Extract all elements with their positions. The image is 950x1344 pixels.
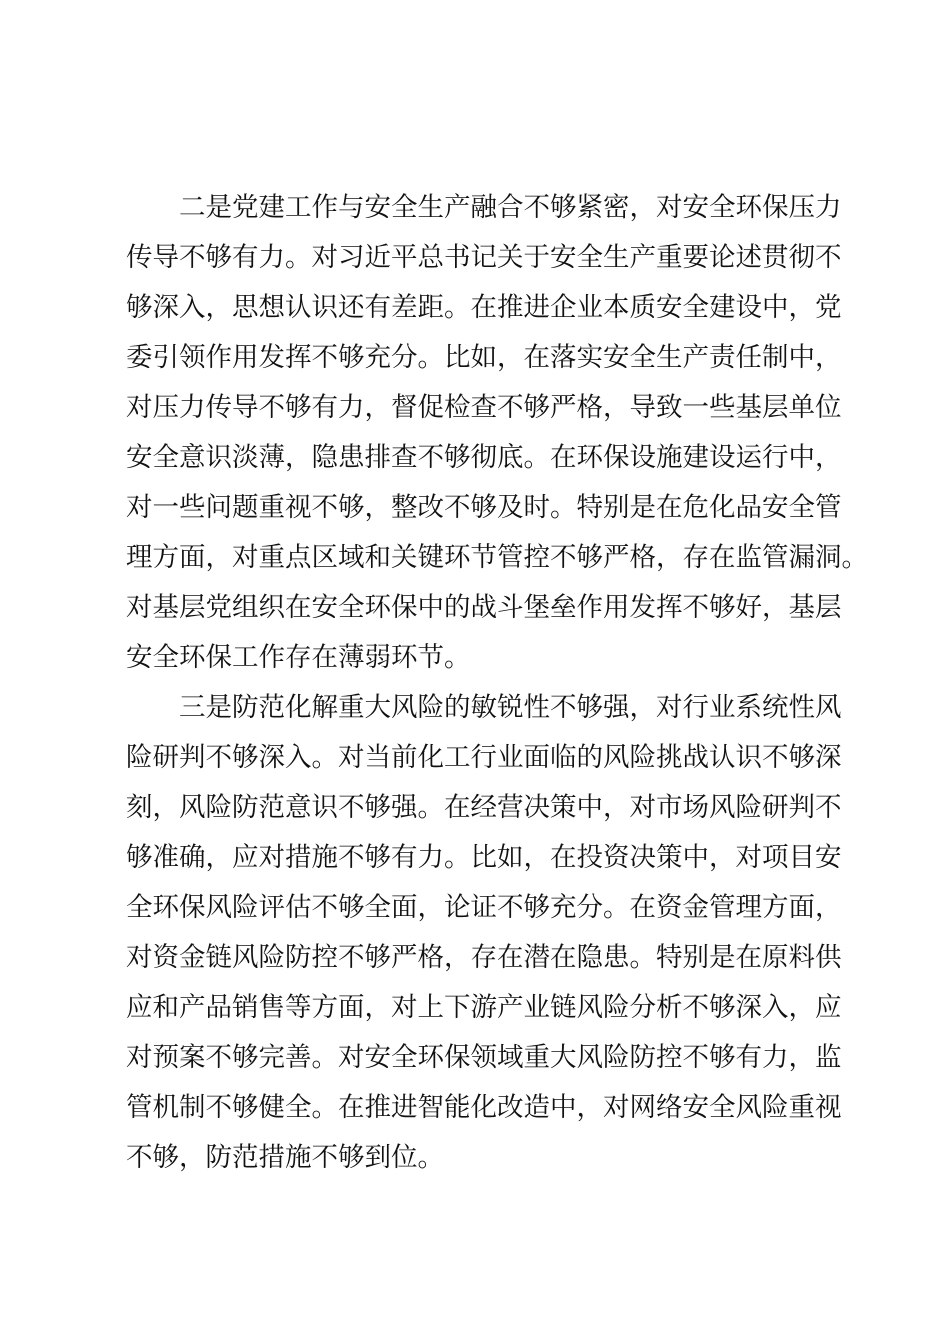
text-line: 够深入，思想认识还有差距。在推进企业本质安全建设中，党 <box>126 292 842 323</box>
text-line: 理方面，对重点区域和关键环节管控不够严格，存在监管漏洞。 <box>126 542 868 573</box>
text-line: 三是防范化解重大风险的敏锐性不够强，对行业系统性风 <box>126 692 842 723</box>
text-line: 刻，风险防范意识不够强。在经营决策中，对市场风险研判不 <box>126 792 842 823</box>
text-line: 安全意识淡薄，隐患排查不够彻底。在环保设施建设运行中， <box>126 442 842 473</box>
paragraph-risk-prevention <box>126 683 842 1183</box>
text-line: 险研判不够深入。对当前化工行业面临的风险挑战认识不够深 <box>126 742 842 773</box>
text-line: 二是党建工作与安全生产融合不够紧密，对安全环保压力 <box>126 192 842 223</box>
text-line: 对基层党组织在安全环保中的战斗堡垒作用发挥不够好，基层 <box>126 592 842 623</box>
text-line: 对压力传导不够有力，督促检查不够严格，导致一些基层单位 <box>126 392 842 423</box>
text-line: 管机制不够健全。在推进智能化改造中，对网络安全风险重视 <box>126 1092 842 1123</box>
text-line: 不够，防范措施不够到位。 <box>126 1142 444 1173</box>
document-body <box>126 183 868 1183</box>
text-line: 全环保风险评估不够全面，论证不够充分。在资金管理方面， <box>126 892 842 923</box>
text-line: 够准确，应对措施不够有力。比如，在投资决策中，对项目安 <box>126 842 842 873</box>
text-line: 委引领作用发挥不够充分。比如，在落实安全生产责任制中， <box>126 342 842 373</box>
paragraph-party-building-safety <box>126 183 868 683</box>
text-line: 对预案不够完善。对安全环保领域重大风险防控不够有力，监 <box>126 1042 842 1073</box>
text-line: 安全环保工作存在薄弱环节。 <box>126 642 471 673</box>
text-line: 对资金链风险防控不够严格，存在潜在隐患。特别是在原料供 <box>126 942 842 973</box>
text-line: 对一些问题重视不够，整改不够及时。特别是在危化品安全管 <box>126 492 842 523</box>
text-line: 传导不够有力。对习近平总书记关于安全生产重要论述贯彻不 <box>126 242 842 273</box>
text-line: 应和产品销售等方面，对上下游产业链风险分析不够深入，应 <box>126 992 842 1023</box>
